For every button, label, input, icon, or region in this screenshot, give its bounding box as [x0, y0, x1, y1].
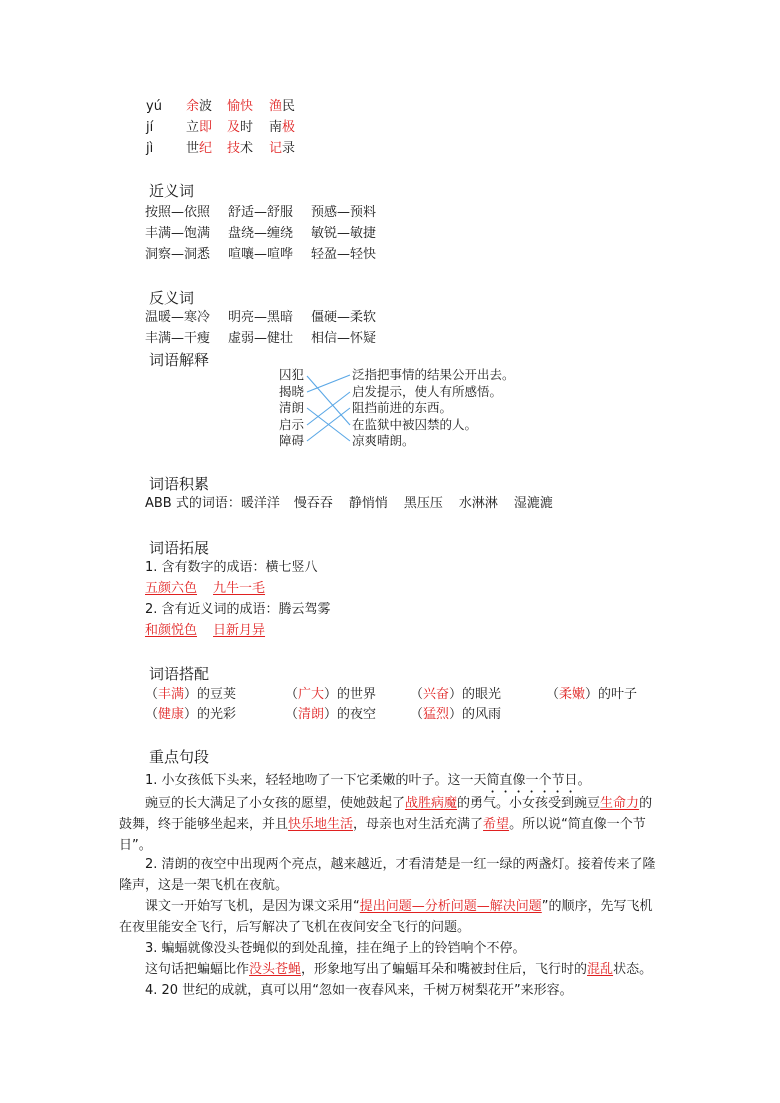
pinyin-label: jì	[146, 141, 154, 156]
antonyms-heading: 反义词	[149, 289, 195, 307]
explain-definition: 泛指把事情的结果公开出去。	[352, 367, 515, 382]
antonym-row: 丰满—干瘦 虚弱—健壮 相信—怀疑	[145, 331, 377, 346]
pinyin-row-2	[146, 118, 295, 138]
word: 及时	[227, 120, 254, 135]
key-heading: 重点句段	[149, 748, 210, 766]
expand-answers-2: 和颜悦色 日新月异	[145, 623, 266, 638]
collocation: （柔嫩）的叶子	[546, 687, 638, 702]
collocation: （兴奋）的眼光	[410, 687, 502, 702]
key-paragraph-3: 这句话把蝙蝠比作没头苍蝇，形象地写出了蝙蝠耳朵和嘴被封住后，飞行时的混乱状态。	[145, 962, 653, 977]
synonym-row: 按照—依照 舒适—舒服 预感—预料	[145, 205, 377, 220]
explain-left-column	[279, 367, 304, 450]
explain-definition: 在监狱中被囚禁的人。	[352, 416, 478, 432]
key-paragraph-2: 课文一开始写飞机，是因为课文采用“提出问题—分析问题—解决问题”的顺序，先写飞机在夜里能安全飞行，后写解决了飞机在夜间安全飞行的问题。	[119, 899, 653, 935]
pinyin-row-3	[146, 139, 295, 159]
synonym-row: 丰满—饱满 盘绕—缠绕 敏锐—敏捷	[145, 226, 377, 241]
explain-term: 障碍	[279, 433, 305, 448]
explain-term: 启示	[279, 416, 305, 432]
synonyms-heading: 近义词	[149, 182, 195, 200]
explain-term: 清朗	[279, 400, 305, 415]
pinyin-label: yú	[146, 99, 162, 114]
collocation: （猛烈）的风雨	[410, 707, 502, 722]
collocation: （丰满）的豆荚	[145, 687, 237, 702]
accum-heading: 词语积累	[149, 475, 210, 493]
pinyin-row-1	[146, 97, 295, 117]
word: 渔民	[269, 99, 296, 114]
match-heading: 词语搭配	[149, 665, 210, 683]
expand-line-2: 2. 含有近义词的成语：腾云驾雾	[145, 602, 331, 617]
explain-definition: 凉爽晴朗。	[352, 433, 415, 448]
word: 世纪	[186, 141, 213, 156]
key-paragraph-1: 豌豆的长大满足了小女孩的愿望，使她鼓起了战胜病魔的勇气。小女孩受到豌豆生命力的鼓舞，终于能够坐起来，并且快乐地生活，母亲也对生活充满了希望。所以说“简直像一个节日”。	[119, 796, 653, 853]
accum-line: ABB 式的词语：暖洋洋 慢吞吞 静悄悄 黑压压 水淋淋 湿漉漉	[145, 496, 553, 511]
word: 技术	[227, 141, 254, 156]
explain-term: 揭晓	[279, 383, 305, 399]
explain-definition: 启发提示，使人有所感悟。	[352, 383, 503, 399]
collocation: （广大）的世界	[285, 687, 377, 702]
pinyin-label: jí	[146, 120, 154, 135]
collocation: （清朗）的夜空	[285, 707, 377, 722]
collocation: （健康）的光彩	[145, 707, 237, 722]
key-sentence-3: 3. 蝙蝠就像没头苍蝇似的到处乱撞，挂在绳子上的铃铛响个不停。	[145, 941, 526, 956]
antonym-row: 温暖—寒冷 明亮—黑暗 僵硬—柔软	[145, 310, 377, 325]
expand-line-1: 1. 含有数字的成语：横七竖八	[145, 560, 318, 575]
key-sentence-4: 4. 20 世纪的成就，真可以用“忽如一夜春风来，千树万树梨花开”来形容。	[145, 983, 573, 998]
expand-heading: 词语拓展	[149, 539, 210, 557]
explain-term: 囚犯	[279, 367, 305, 382]
word: 南极	[269, 120, 296, 135]
expand-answers-1: 五颜六色 九牛一毛	[145, 581, 266, 596]
word: 余波	[186, 99, 213, 114]
word: 记录	[269, 141, 296, 156]
collocation-row-2	[145, 705, 501, 725]
matching-lines	[305, 367, 355, 457]
word: 立即	[186, 120, 213, 135]
match-line	[307, 392, 350, 425]
collocation-row-1	[145, 685, 637, 705]
key-sentence-1: 1. 小女孩低下头来，轻轻地吻了一下它柔嫩的叶子。这一天简直像一个节日。	[145, 773, 591, 788]
synonym-row: 洞察—洞悉 喧嚷—喧哗 轻盈—轻快	[145, 247, 377, 262]
explain-definition: 阻挡前进的东西。	[352, 400, 453, 415]
explain-heading: 词语解释	[149, 351, 210, 369]
word: 愉快	[227, 99, 254, 114]
explain-right-column	[352, 367, 515, 450]
key-sentence-2: 2. 清朗的夜空中出现两个亮点，越来越近，才看清楚是一红一绿的两盏灯。接着传来了隆隆声，这是一架飞机在夜航。	[119, 857, 656, 893]
